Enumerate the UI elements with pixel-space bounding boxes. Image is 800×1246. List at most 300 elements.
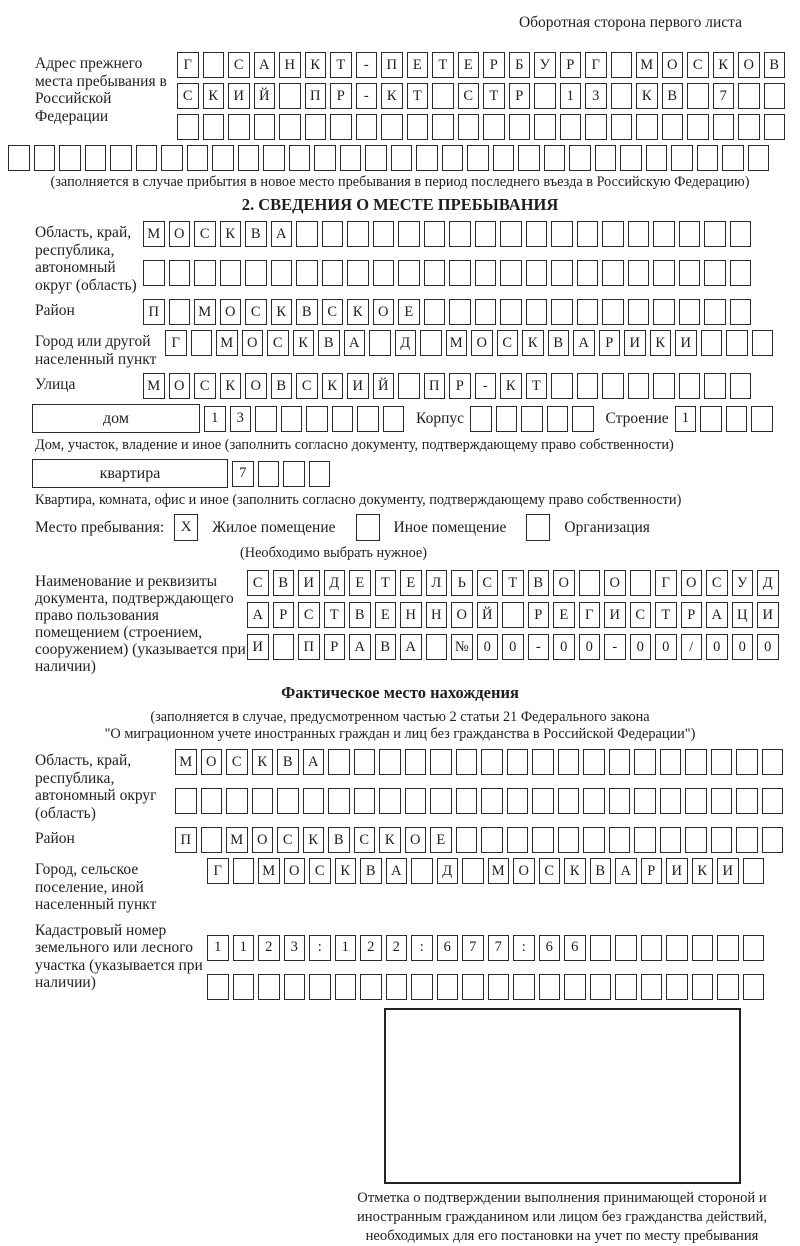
char-cell[interactable]: [666, 935, 688, 961]
char-cell[interactable]: -: [356, 83, 378, 109]
char-cell[interactable]: [398, 260, 420, 286]
char-cell[interactable]: [201, 788, 223, 814]
char-cell[interactable]: С: [497, 330, 519, 356]
char-cell[interactable]: [481, 788, 503, 814]
char-cell[interactable]: 7: [232, 461, 254, 487]
char-cell[interactable]: [628, 221, 650, 247]
char-cell[interactable]: С: [267, 330, 289, 356]
char-cell[interactable]: Й: [254, 83, 276, 109]
char-cell[interactable]: А: [247, 602, 269, 628]
char-cell[interactable]: И: [757, 602, 779, 628]
char-cell[interactable]: 1: [233, 935, 255, 961]
char-cell[interactable]: [322, 221, 344, 247]
char-cell[interactable]: [424, 260, 446, 286]
char-cell[interactable]: [711, 749, 733, 775]
char-cell[interactable]: [692, 974, 714, 1000]
char-cell[interactable]: [558, 827, 580, 853]
char-cell[interactable]: [560, 114, 582, 140]
char-cell[interactable]: В: [318, 330, 340, 356]
char-cell[interactable]: И: [666, 858, 688, 884]
char-cell[interactable]: [697, 145, 719, 171]
char-cell[interactable]: Т: [330, 52, 352, 78]
char-cell[interactable]: [255, 406, 277, 432]
char-cell[interactable]: [518, 145, 540, 171]
char-cell[interactable]: [449, 299, 471, 325]
char-cell[interactable]: [679, 260, 701, 286]
char-cell[interactable]: [730, 221, 752, 247]
char-cell[interactable]: [730, 299, 752, 325]
char-cell[interactable]: [360, 974, 382, 1000]
char-cell[interactable]: П: [424, 373, 446, 399]
char-cell[interactable]: [544, 145, 566, 171]
char-cell[interactable]: [437, 974, 459, 1000]
char-cell[interactable]: [551, 260, 573, 286]
char-cell[interactable]: [322, 260, 344, 286]
char-cell[interactable]: Р: [273, 602, 295, 628]
char-cell[interactable]: Д: [395, 330, 417, 356]
char-cell[interactable]: [704, 373, 726, 399]
char-cell[interactable]: Р: [528, 602, 550, 628]
char-cell[interactable]: [583, 788, 605, 814]
char-cell[interactable]: [564, 974, 586, 1000]
char-cell[interactable]: 7: [462, 935, 484, 961]
char-cell[interactable]: [551, 299, 573, 325]
char-cell[interactable]: [704, 260, 726, 286]
char-cell[interactable]: [456, 827, 478, 853]
char-cell[interactable]: [685, 827, 707, 853]
char-cell[interactable]: [462, 974, 484, 1000]
char-cell[interactable]: [534, 114, 556, 140]
char-cell[interactable]: [507, 788, 529, 814]
char-cell[interactable]: [284, 974, 306, 1000]
char-cell[interactable]: [521, 406, 543, 432]
char-cell[interactable]: [424, 299, 446, 325]
char-cell[interactable]: [175, 788, 197, 814]
char-cell[interactable]: К: [303, 827, 325, 853]
char-cell[interactable]: Б: [509, 52, 531, 78]
char-cell[interactable]: И: [347, 373, 369, 399]
char-cell[interactable]: [590, 935, 612, 961]
char-cell[interactable]: [609, 827, 631, 853]
char-cell[interactable]: [551, 221, 573, 247]
char-cell[interactable]: [203, 114, 225, 140]
char-cell[interactable]: А: [386, 858, 408, 884]
char-cell[interactable]: Е: [400, 570, 422, 596]
char-cell[interactable]: [467, 145, 489, 171]
char-cell[interactable]: [305, 114, 327, 140]
char-cell[interactable]: [701, 330, 723, 356]
char-cell[interactable]: Е: [407, 52, 429, 78]
char-cell[interactable]: [500, 260, 522, 286]
char-cell[interactable]: [620, 145, 642, 171]
char-cell[interactable]: 1: [204, 406, 226, 432]
char-cell[interactable]: [615, 935, 637, 961]
char-cell[interactable]: [685, 749, 707, 775]
char-cell[interactable]: [328, 749, 350, 775]
char-cell[interactable]: [711, 788, 733, 814]
char-cell[interactable]: [187, 145, 209, 171]
char-cell[interactable]: М: [488, 858, 510, 884]
char-cell[interactable]: [532, 749, 554, 775]
char-cell[interactable]: М: [446, 330, 468, 356]
char-cell[interactable]: Т: [375, 570, 397, 596]
char-cell[interactable]: Г: [207, 858, 229, 884]
char-cell[interactable]: 1: [675, 406, 697, 432]
char-cell[interactable]: Т: [432, 52, 454, 78]
char-cell[interactable]: П: [143, 299, 165, 325]
char-cell[interactable]: К: [379, 827, 401, 853]
char-cell[interactable]: В: [245, 221, 267, 247]
char-cell[interactable]: О: [471, 330, 493, 356]
char-cell[interactable]: [314, 145, 336, 171]
char-cell[interactable]: [496, 406, 518, 432]
char-cell[interactable]: [577, 260, 599, 286]
char-cell[interactable]: Г: [579, 602, 601, 628]
char-cell[interactable]: В: [349, 602, 371, 628]
char-cell[interactable]: [169, 299, 191, 325]
char-cell[interactable]: 3: [284, 935, 306, 961]
char-cell[interactable]: [373, 260, 395, 286]
char-cell[interactable]: [458, 114, 480, 140]
char-cell[interactable]: [426, 634, 448, 660]
char-cell[interactable]: [590, 974, 612, 1000]
char-cell[interactable]: Н: [426, 602, 448, 628]
char-cell[interactable]: С: [298, 602, 320, 628]
char-cell[interactable]: [666, 974, 688, 1000]
checkbox-inoe[interactable]: [356, 514, 380, 541]
char-cell[interactable]: [762, 788, 784, 814]
char-cell[interactable]: [526, 221, 548, 247]
char-cell[interactable]: [660, 749, 682, 775]
char-cell[interactable]: [671, 145, 693, 171]
char-cell[interactable]: 7: [713, 83, 735, 109]
char-cell[interactable]: 7: [488, 935, 510, 961]
char-cell[interactable]: Т: [655, 602, 677, 628]
char-cell[interactable]: Н: [279, 52, 301, 78]
char-cell[interactable]: [470, 406, 492, 432]
char-cell[interactable]: [653, 221, 675, 247]
char-cell[interactable]: П: [175, 827, 197, 853]
char-cell[interactable]: [273, 634, 295, 660]
char-cell[interactable]: [161, 145, 183, 171]
char-cell[interactable]: [212, 145, 234, 171]
char-cell[interactable]: А: [706, 602, 728, 628]
char-cell[interactable]: И: [717, 858, 739, 884]
char-cell[interactable]: [751, 406, 773, 432]
char-cell[interactable]: [502, 602, 524, 628]
char-cell[interactable]: С: [245, 299, 267, 325]
char-cell[interactable]: [722, 145, 744, 171]
char-cell[interactable]: О: [245, 373, 267, 399]
char-cell[interactable]: О: [252, 827, 274, 853]
char-cell[interactable]: Т: [483, 83, 505, 109]
char-cell[interactable]: [704, 299, 726, 325]
char-cell[interactable]: Т: [407, 83, 429, 109]
char-cell[interactable]: [736, 827, 758, 853]
char-cell[interactable]: [764, 83, 786, 109]
char-cell[interactable]: [692, 935, 714, 961]
char-cell[interactable]: [398, 373, 420, 399]
char-cell[interactable]: [653, 299, 675, 325]
char-cell[interactable]: [583, 749, 605, 775]
char-cell[interactable]: С: [228, 52, 250, 78]
char-cell[interactable]: К: [335, 858, 357, 884]
char-cell[interactable]: [289, 145, 311, 171]
char-cell[interactable]: [252, 788, 274, 814]
char-cell[interactable]: [764, 114, 786, 140]
char-cell[interactable]: №: [451, 634, 473, 660]
char-cell[interactable]: Ь: [451, 570, 473, 596]
char-cell[interactable]: [726, 330, 748, 356]
char-cell[interactable]: М: [194, 299, 216, 325]
char-cell[interactable]: С: [322, 299, 344, 325]
char-cell[interactable]: [628, 260, 650, 286]
char-cell[interactable]: :: [513, 935, 535, 961]
char-cell[interactable]: Л: [426, 570, 448, 596]
char-cell[interactable]: 0: [655, 634, 677, 660]
char-cell[interactable]: Г: [655, 570, 677, 596]
char-cell[interactable]: Д: [437, 858, 459, 884]
char-cell[interactable]: В: [528, 570, 550, 596]
char-cell[interactable]: [513, 974, 535, 1000]
char-cell[interactable]: [762, 827, 784, 853]
char-cell[interactable]: [449, 221, 471, 247]
char-cell[interactable]: С: [539, 858, 561, 884]
char-cell[interactable]: К: [713, 52, 735, 78]
char-cell[interactable]: [602, 221, 624, 247]
char-cell[interactable]: [579, 570, 601, 596]
char-cell[interactable]: [220, 260, 242, 286]
char-cell[interactable]: 1: [560, 83, 582, 109]
char-cell[interactable]: 0: [630, 634, 652, 660]
char-cell[interactable]: П: [298, 634, 320, 660]
char-cell[interactable]: -: [528, 634, 550, 660]
char-cell[interactable]: [475, 299, 497, 325]
char-cell[interactable]: [34, 145, 56, 171]
char-cell[interactable]: [85, 145, 107, 171]
char-cell[interactable]: М: [216, 330, 238, 356]
char-cell[interactable]: [405, 749, 427, 775]
char-cell[interactable]: А: [254, 52, 276, 78]
char-cell[interactable]: [303, 788, 325, 814]
char-cell[interactable]: 2: [360, 935, 382, 961]
char-cell[interactable]: [653, 260, 675, 286]
char-cell[interactable]: Г: [165, 330, 187, 356]
char-cell[interactable]: [660, 827, 682, 853]
char-cell[interactable]: [279, 114, 301, 140]
char-cell[interactable]: И: [247, 634, 269, 660]
char-cell[interactable]: [679, 373, 701, 399]
char-cell[interactable]: [398, 221, 420, 247]
char-cell[interactable]: С: [226, 749, 248, 775]
char-cell[interactable]: [583, 827, 605, 853]
char-cell[interactable]: 2: [386, 935, 408, 961]
char-cell[interactable]: 3: [585, 83, 607, 109]
char-cell[interactable]: К: [203, 83, 225, 109]
char-cell[interactable]: Е: [553, 602, 575, 628]
char-cell[interactable]: [354, 788, 376, 814]
char-cell[interactable]: [456, 788, 478, 814]
char-cell[interactable]: К: [347, 299, 369, 325]
char-cell[interactable]: [335, 974, 357, 1000]
char-cell[interactable]: В: [296, 299, 318, 325]
char-cell[interactable]: С: [194, 221, 216, 247]
char-cell[interactable]: О: [169, 221, 191, 247]
char-cell[interactable]: [534, 83, 556, 109]
char-cell[interactable]: С: [247, 570, 269, 596]
char-cell[interactable]: М: [175, 749, 197, 775]
char-cell[interactable]: О: [451, 602, 473, 628]
char-cell[interactable]: К: [305, 52, 327, 78]
char-cell[interactable]: П: [305, 83, 327, 109]
char-cell[interactable]: В: [764, 52, 786, 78]
char-cell[interactable]: С: [706, 570, 728, 596]
char-cell[interactable]: Е: [375, 602, 397, 628]
char-cell[interactable]: О: [604, 570, 626, 596]
char-cell[interactable]: В: [273, 570, 295, 596]
char-cell[interactable]: Р: [509, 83, 531, 109]
char-cell[interactable]: [328, 788, 350, 814]
char-cell[interactable]: М: [143, 373, 165, 399]
char-cell[interactable]: К: [564, 858, 586, 884]
char-cell[interactable]: С: [194, 373, 216, 399]
char-cell[interactable]: [577, 373, 599, 399]
char-cell[interactable]: И: [298, 570, 320, 596]
char-cell[interactable]: [602, 299, 624, 325]
char-cell[interactable]: [641, 974, 663, 1000]
char-cell[interactable]: С: [354, 827, 376, 853]
char-cell[interactable]: К: [220, 221, 242, 247]
char-cell[interactable]: С: [458, 83, 480, 109]
char-cell[interactable]: И: [604, 602, 626, 628]
char-cell[interactable]: [233, 974, 255, 1000]
char-cell[interactable]: К: [692, 858, 714, 884]
char-cell[interactable]: А: [344, 330, 366, 356]
char-cell[interactable]: С: [630, 602, 652, 628]
char-cell[interactable]: 0: [553, 634, 575, 660]
char-cell[interactable]: М: [636, 52, 658, 78]
char-cell[interactable]: Д: [757, 570, 779, 596]
char-cell[interactable]: [424, 221, 446, 247]
char-cell[interactable]: [500, 299, 522, 325]
char-cell[interactable]: [475, 221, 497, 247]
char-cell[interactable]: К: [636, 83, 658, 109]
char-cell[interactable]: К: [220, 373, 242, 399]
char-cell[interactable]: [430, 788, 452, 814]
char-cell[interactable]: О: [662, 52, 684, 78]
char-cell[interactable]: [736, 749, 758, 775]
char-cell[interactable]: [551, 373, 573, 399]
char-cell[interactable]: Г: [177, 52, 199, 78]
char-cell[interactable]: В: [360, 858, 382, 884]
char-cell[interactable]: О: [242, 330, 264, 356]
char-cell[interactable]: [730, 373, 752, 399]
char-cell[interactable]: 6: [539, 935, 561, 961]
char-cell[interactable]: Р: [324, 634, 346, 660]
char-cell[interactable]: В: [548, 330, 570, 356]
char-cell[interactable]: Ц: [732, 602, 754, 628]
char-cell[interactable]: Е: [398, 299, 420, 325]
char-cell[interactable]: [628, 373, 650, 399]
char-cell[interactable]: [203, 52, 225, 78]
char-cell[interactable]: И: [228, 83, 250, 109]
char-cell[interactable]: 0: [477, 634, 499, 660]
char-cell[interactable]: [381, 114, 403, 140]
char-cell[interactable]: В: [328, 827, 350, 853]
char-cell[interactable]: [646, 145, 668, 171]
char-cell[interactable]: [577, 221, 599, 247]
char-cell[interactable]: [356, 114, 378, 140]
char-cell[interactable]: [391, 145, 413, 171]
char-cell[interactable]: [717, 935, 739, 961]
char-cell[interactable]: [653, 373, 675, 399]
char-cell[interactable]: [258, 461, 280, 487]
char-cell[interactable]: А: [573, 330, 595, 356]
char-cell[interactable]: [687, 83, 709, 109]
char-cell[interactable]: [143, 260, 165, 286]
char-cell[interactable]: [748, 145, 770, 171]
char-cell[interactable]: В: [590, 858, 612, 884]
char-cell[interactable]: [169, 260, 191, 286]
char-cell[interactable]: [704, 221, 726, 247]
char-cell[interactable]: [226, 788, 248, 814]
char-cell[interactable]: [609, 788, 631, 814]
char-cell[interactable]: О: [373, 299, 395, 325]
char-cell[interactable]: 1: [207, 935, 229, 961]
char-cell[interactable]: [738, 114, 760, 140]
char-cell[interactable]: [8, 145, 30, 171]
char-cell[interactable]: В: [662, 83, 684, 109]
char-cell[interactable]: [373, 221, 395, 247]
char-cell[interactable]: О: [220, 299, 242, 325]
char-cell[interactable]: [283, 461, 305, 487]
char-cell[interactable]: С: [477, 570, 499, 596]
char-cell[interactable]: Й: [373, 373, 395, 399]
char-cell[interactable]: [405, 788, 427, 814]
char-cell[interactable]: [442, 145, 464, 171]
char-cell[interactable]: [238, 145, 260, 171]
char-cell[interactable]: А: [615, 858, 637, 884]
char-cell[interactable]: [281, 406, 303, 432]
char-cell[interactable]: А: [400, 634, 422, 660]
char-cell[interactable]: 0: [502, 634, 524, 660]
char-cell[interactable]: [662, 114, 684, 140]
char-cell[interactable]: У: [534, 52, 556, 78]
char-cell[interactable]: [383, 406, 405, 432]
char-cell[interactable]: [685, 788, 707, 814]
char-cell[interactable]: [59, 145, 81, 171]
char-cell[interactable]: О: [169, 373, 191, 399]
char-cell[interactable]: [416, 145, 438, 171]
char-cell[interactable]: [430, 749, 452, 775]
char-cell[interactable]: Р: [330, 83, 352, 109]
char-cell[interactable]: [432, 83, 454, 109]
char-cell[interactable]: [263, 145, 285, 171]
char-cell[interactable]: И: [624, 330, 646, 356]
char-cell[interactable]: [407, 114, 429, 140]
char-cell[interactable]: 3: [230, 406, 252, 432]
char-cell[interactable]: М: [143, 221, 165, 247]
char-cell[interactable]: [700, 406, 722, 432]
char-cell[interactable]: [386, 974, 408, 1000]
char-cell[interactable]: [634, 788, 656, 814]
char-cell[interactable]: [201, 827, 223, 853]
char-cell[interactable]: [481, 827, 503, 853]
char-cell[interactable]: С: [687, 52, 709, 78]
char-cell[interactable]: -: [604, 634, 626, 660]
char-cell[interactable]: Р: [483, 52, 505, 78]
char-cell[interactable]: [611, 52, 633, 78]
